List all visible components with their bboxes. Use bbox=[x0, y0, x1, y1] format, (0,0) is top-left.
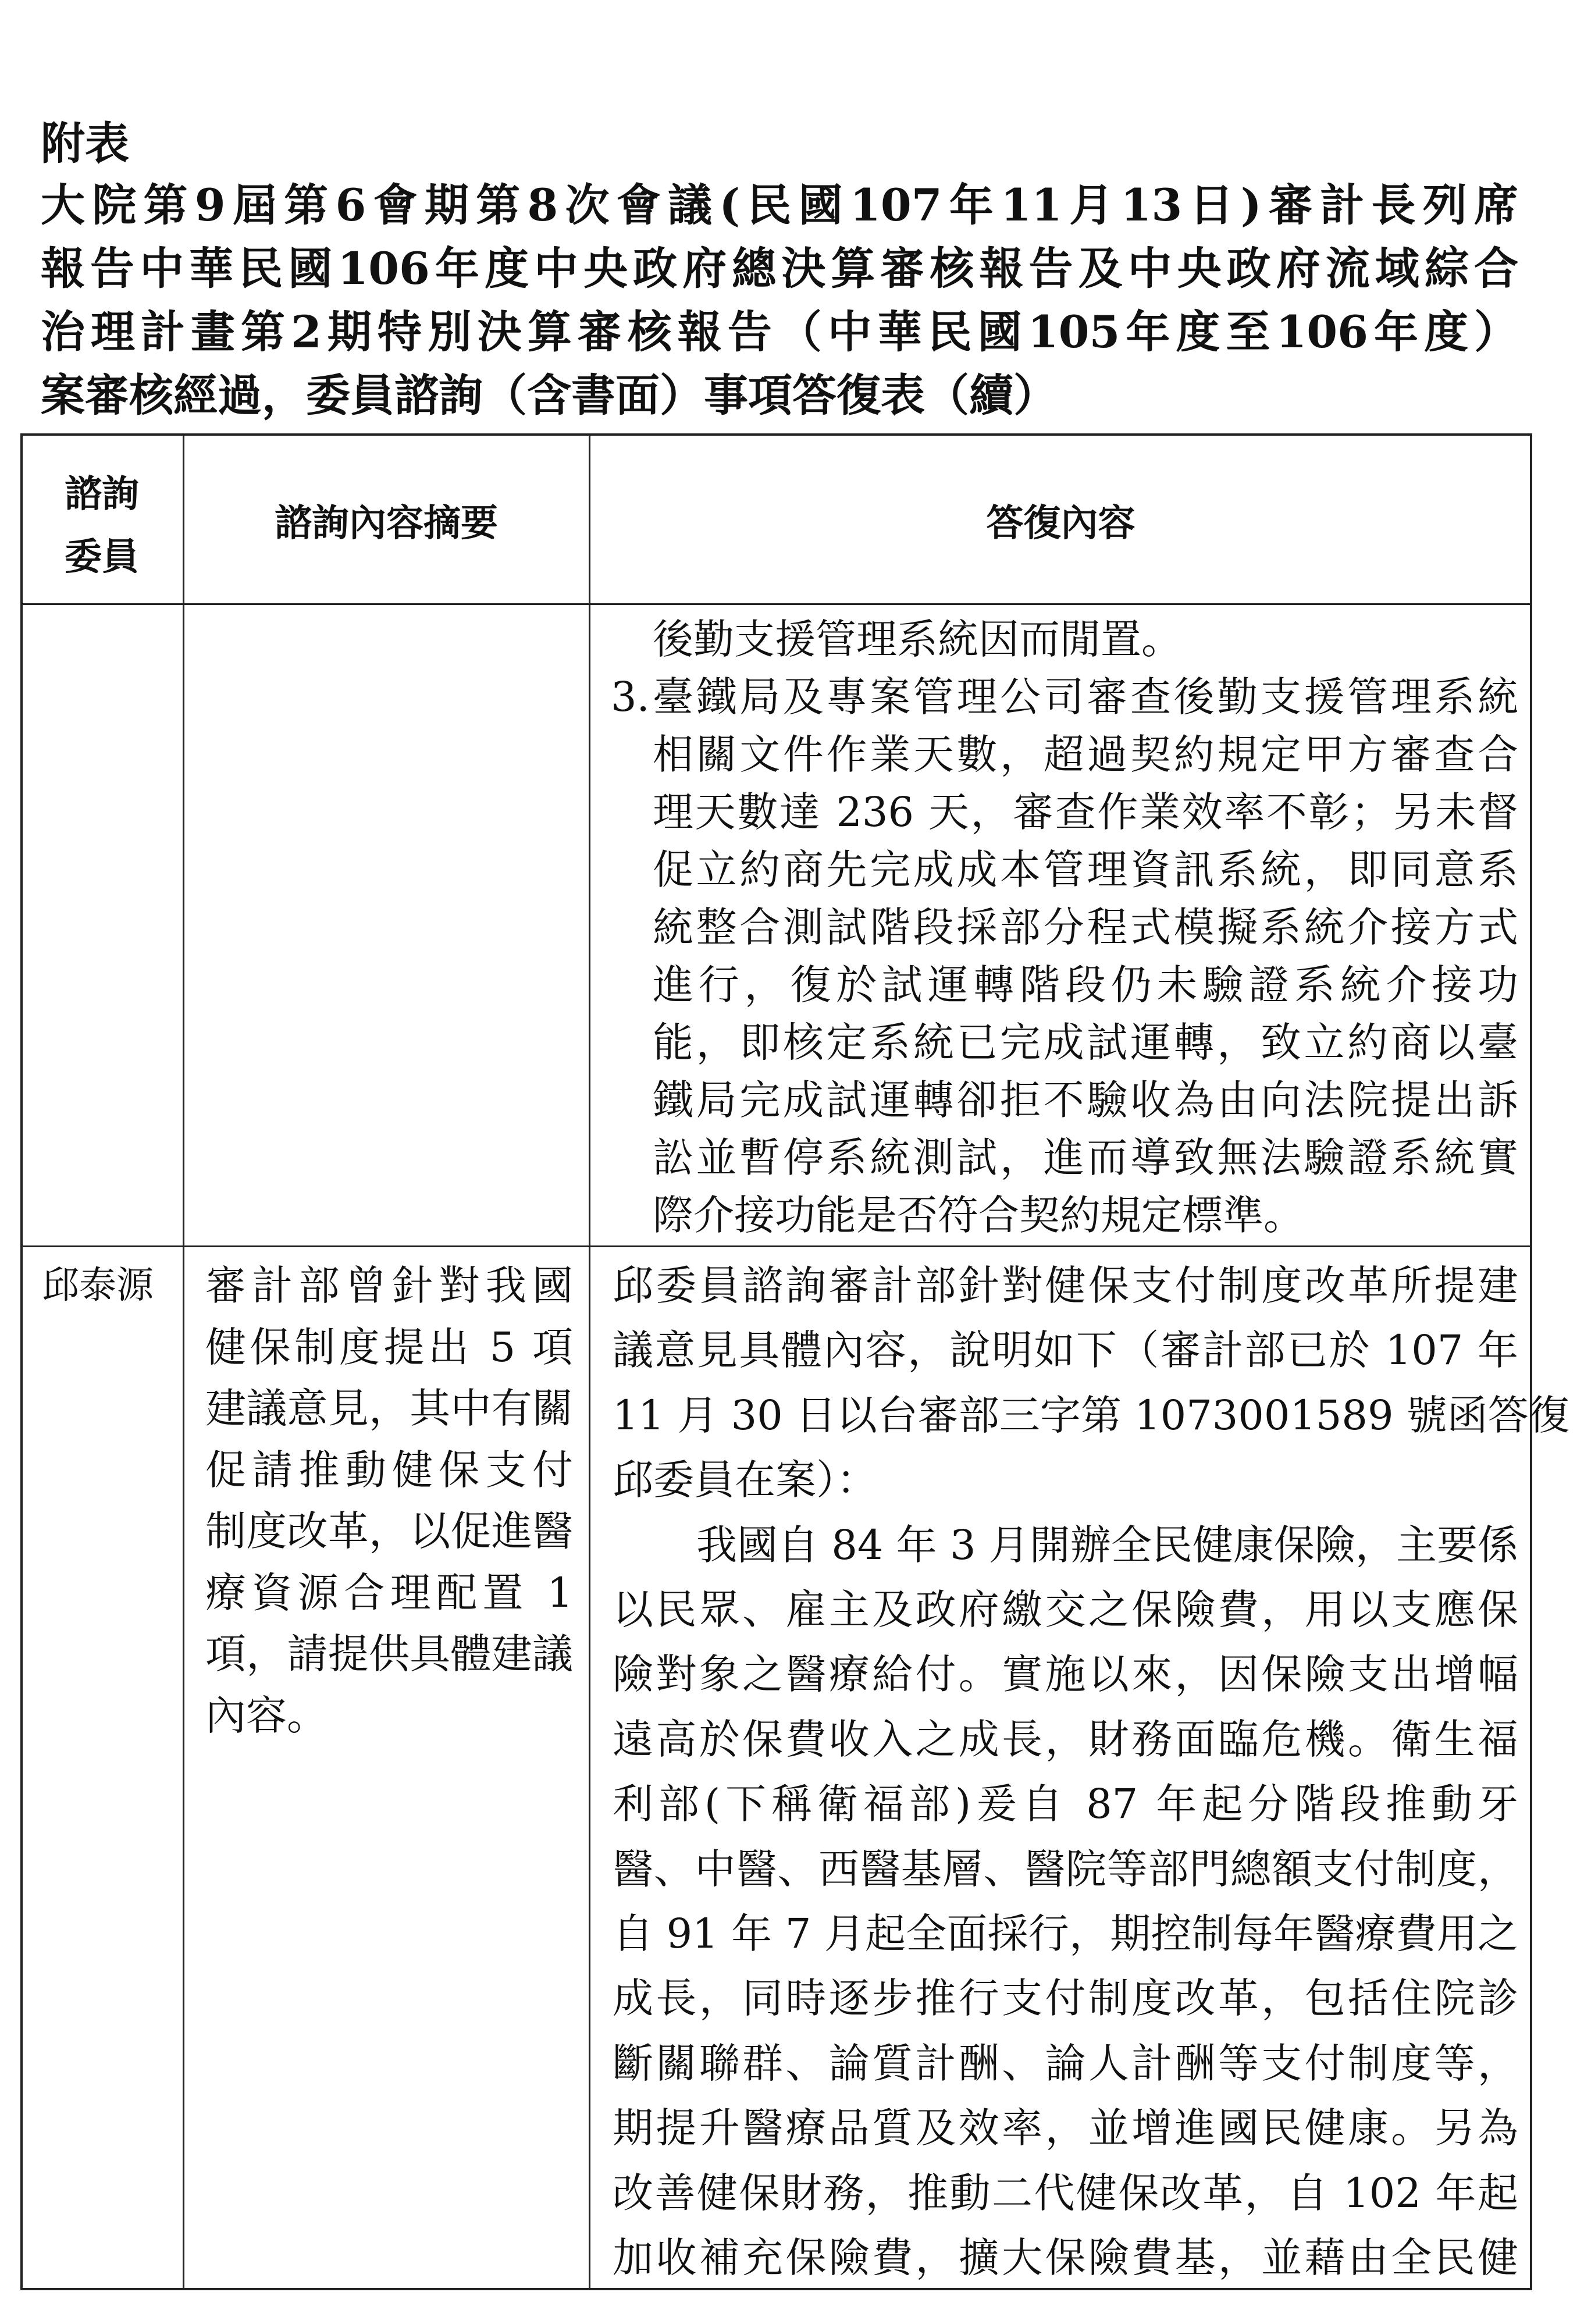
attachment-label: 附表 bbox=[41, 118, 129, 169]
reply-line: 後勤支援管理系統因而閒置。 bbox=[653, 615, 1182, 663]
summary-line: 療資源合理配置 1 bbox=[205, 1568, 573, 1617]
reply-line: 際介接功能是否符合契約規定標準。 bbox=[653, 1191, 1304, 1239]
summary-line: 內容。 bbox=[205, 1691, 328, 1739]
summary-line: 建議意見，其中有關 bbox=[205, 1385, 573, 1432]
reply-line: 我國自 84 年 3 月開辦全民健康保險，主要係 bbox=[696, 1521, 1518, 1569]
summary-line: 促請推動健保支付 bbox=[205, 1446, 573, 1494]
reply-line: 斷關聯群、論質計酬、論人計酬等支付制度等， bbox=[613, 2039, 1518, 2087]
row-0-item-number: 3. bbox=[611, 673, 650, 721]
header-member-line2: 委員 bbox=[65, 535, 139, 579]
row-divider bbox=[20, 603, 1532, 605]
reply-line: 醫、中醫、西醫基層、醫院等部門總額支付制度， bbox=[613, 1845, 1518, 1893]
reply-line: 遠高於保費收入之成長，財務面臨危機。衛生福 bbox=[613, 1715, 1518, 1763]
reply-line: 利部(下稱衛福部)爰自 87 年起分階段推動牙 bbox=[613, 1780, 1518, 1828]
column-divider bbox=[589, 433, 590, 2290]
summary-line: 審計部曾針對我國 bbox=[205, 1262, 573, 1309]
header-summary: 諮詢內容摘要 bbox=[275, 501, 498, 545]
reply-line: 邱委員諮詢審計部針對健保支付制度改革所提建 bbox=[613, 1262, 1518, 1309]
reply-line: 自 91 年 7 月起全面採行，期控制每年醫療費用之 bbox=[613, 1910, 1518, 1958]
row-1-member: 邱泰源 bbox=[42, 1264, 154, 1307]
reply-line: 訟並暫停系統測試，進而導致無法驗證系統實 bbox=[653, 1134, 1518, 1181]
title-line: 報告中華民國106年度中央政府總決算審核報告及中央政府流域綜合 bbox=[41, 243, 1518, 294]
title-line: 案審核經過，委員諮詢（含書面）事項答復表（續） bbox=[41, 369, 1058, 421]
row-divider bbox=[20, 1245, 1532, 1247]
reply-line: 成長，同時逐步推行支付制度改革，包括住院診 bbox=[613, 1974, 1518, 2023]
title-line: 治理計畫第2期特別決算審核報告（中華民國105年度至106年度） bbox=[41, 306, 1518, 358]
header-member-line1: 諮詢 bbox=[65, 472, 139, 516]
reply-line: 11 月 30 日以台審部三字第 1073001589 號函答復 bbox=[613, 1391, 1569, 1439]
summary-line: 項，請提供具體建議 bbox=[205, 1630, 573, 1678]
reply-line: 鐵局完成試運轉卻拒不驗收為由向法院提出訴 bbox=[653, 1076, 1518, 1124]
reply-line: 以民眾、雇主及政府繳交之保險費，用以支應保 bbox=[613, 1586, 1518, 1633]
reply-line: 加收補充保險費，擴大保險費基，並藉由全民健 bbox=[613, 2234, 1518, 2282]
reply-line: 能，即核定系統已完成試運轉，致立約商以臺 bbox=[653, 1019, 1518, 1066]
reply-line: 理天數達 236 天，審查作業效率不彰；另未督 bbox=[653, 788, 1518, 836]
summary-line: 制度改革，以促進醫 bbox=[205, 1507, 573, 1555]
reply-line: 進行，復於試運轉階段仍未驗證系統介接功 bbox=[653, 961, 1518, 1009]
reply-line: 險對象之醫療給付。實施以來，因保險支出增幅 bbox=[613, 1650, 1518, 1699]
reply-line: 促立約商先完成成本管理資訊系統，即同意系 bbox=[653, 846, 1518, 894]
reply-line: 期提升醫療品質及效率，並增進國民健康。另為 bbox=[613, 2104, 1518, 2152]
title-line: 大院第9屆第6會期第8次會議(民國107年11月13日)審計長列席 bbox=[41, 179, 1518, 231]
column-divider bbox=[183, 433, 184, 2290]
header-reply: 答復內容 bbox=[986, 501, 1136, 545]
summary-line: 健保制度提出 5 項 bbox=[205, 1323, 573, 1371]
reply-line: 統整合測試階段採部分程式模擬系統介接方式 bbox=[653, 903, 1518, 951]
reply-line: 相關文件作業天數，超過契約規定甲方審查合 bbox=[653, 731, 1518, 778]
reply-line: 改善健保財務，推動二代健保改革，自 102 年起 bbox=[613, 2169, 1518, 2217]
reply-line: 臺鐵局及專案管理公司審查後勤支援管理系統 bbox=[653, 673, 1518, 721]
reply-line: 邱委員在案）： bbox=[613, 1456, 877, 1504]
reply-line: 議意見具體內容，說明如下（審計部已於 107 年 bbox=[613, 1326, 1518, 1375]
